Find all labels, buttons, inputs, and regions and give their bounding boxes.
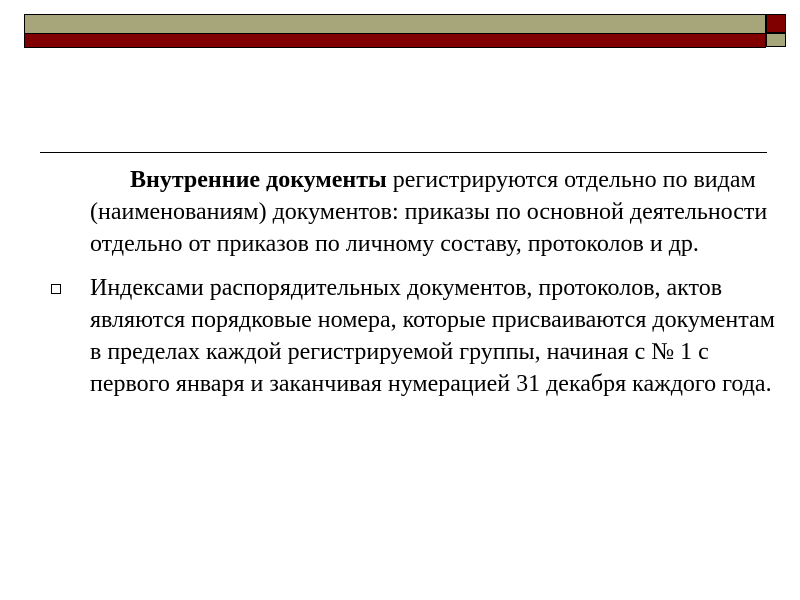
- paragraph-internal-documents: [90, 164, 780, 260]
- square-bullet-icon: [51, 284, 61, 294]
- title-divider-line: [40, 152, 767, 153]
- slide-body: [90, 164, 780, 400]
- header-olive-bar: [24, 14, 766, 34]
- header-corner-square-olive: [766, 33, 786, 47]
- bullet-text: Индексами распорядительных документов, протоколов, актов являются порядковые номера, которые присваиваются документам в пределах каждой регистрируемой группы, начиная с № 1 с первого января и заканчивая нумерацией 31 декабря каждого года.: [90, 275, 775, 397]
- bullet-item-indexes: [90, 272, 780, 400]
- header-corner-square-maroon: [766, 14, 786, 33]
- header-maroon-bar: [24, 33, 766, 48]
- paragraph-text: регистрируются отдельно по видам (наименованиям) документов: приказы по основной деятельности отдельно от приказов по личному составу, протоколов и др.: [90, 167, 768, 257]
- paragraph-bold-lead: Внутренние документы: [130, 167, 387, 193]
